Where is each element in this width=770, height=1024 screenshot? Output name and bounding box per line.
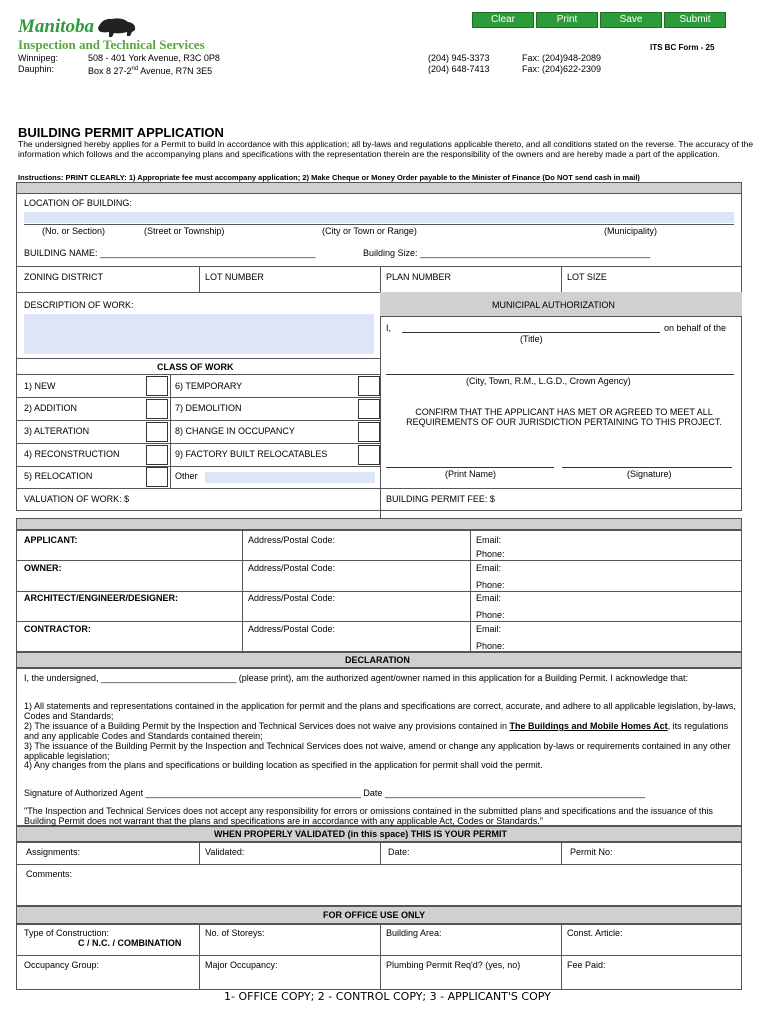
class-change-occupancy-checkbox[interactable]: [358, 422, 380, 442]
municipal-heading: MUNICIPAL AUTHORIZATION: [492, 300, 615, 310]
dauphin-fax: Fax: (204)622-2309: [522, 64, 602, 74]
description-label: DESCRIPTION OF WORK:: [24, 300, 134, 310]
declaration-item-4: 4) Any changes from the plans and specifications or building location as specified in the application for permit shall void the permit.: [24, 760, 543, 770]
winnipeg-fax: Fax: (204)948-2089: [522, 53, 602, 63]
dauphin-address: Box 8 27-2nd Avenue, R7N 3E5: [88, 66, 213, 76]
phone-label: Phone:: [476, 549, 505, 559]
save-button[interactable]: Save: [600, 12, 662, 28]
storeys-label: No. of Storeys:: [205, 928, 265, 938]
bison-icon: [96, 14, 138, 38]
class-reconstruction-checkbox[interactable]: [146, 445, 168, 465]
dauphin-phone: (204) 648-7413: [428, 64, 490, 74]
print-name-caption: (Print Name): [445, 469, 497, 479]
location-input[interactable]: [24, 212, 734, 223]
winnipeg-address: 508 - 401 York Avenue, R3C 0P8: [88, 53, 220, 63]
class-item-label: 5) RELOCATION: [24, 471, 93, 481]
confirm-text: CONFIRM THAT THE APPLICANT HAS MET OR AGREED TO MEET ALL REQUIREMENTS OF OUR JURISDICTION PERTAINING TO THIS PROJECT.: [406, 407, 722, 427]
comments-label: Comments:: [26, 869, 73, 879]
title-caption: (Title): [520, 334, 543, 344]
phone-label: Phone:: [476, 641, 505, 651]
declaration-intro: I, the undersigned, ___________________________ (please print), am the authorized agent/owner named in this application for a Building Permit. I acknowledge that:: [24, 673, 688, 683]
address-label: Address/Postal Code:: [248, 624, 336, 634]
on-behalf-label: on behalf of the: [664, 323, 727, 333]
construction-type-label: Type of Construction:: [24, 928, 110, 938]
winnipeg-label: Winnipeg:: [18, 53, 59, 63]
valuation-label: VALUATION OF WORK: $: [24, 494, 130, 504]
parties-bar: [16, 518, 742, 530]
instructions: Instructions: PRINT CLEARLY: 1) Appropriate fee must accompany application; 2) Make Cheque or Money Order payable to the Minister of Finance (Do NOT send cash in mail): [18, 173, 640, 182]
class-item-label: 8) CHANGE IN OCCUPANCY: [175, 426, 295, 436]
assignments-label: Assignments:: [26, 847, 81, 857]
winnipeg-phone: (204) 945-3373: [428, 53, 490, 63]
permit-no-label: Permit No:: [570, 847, 613, 857]
occupancy-group-label: Occupancy Group:: [24, 960, 100, 970]
party-label: ARCHITECT/ENGINEER/DESIGNER:: [24, 593, 179, 603]
no-section-caption: (No. or Section): [42, 226, 106, 236]
class-item-label: 2) ADDITION: [24, 403, 78, 413]
class-temporary-checkbox[interactable]: [358, 376, 380, 396]
phone-label: Phone:: [476, 610, 505, 620]
building-size-label: Building Size: ______________________________________________: [363, 248, 651, 258]
office-heading: FOR OFFICE USE ONLY: [323, 910, 426, 920]
plan-number-label: PLAN NUMBER: [386, 272, 452, 282]
zoning-district-label: ZONING DISTRICT: [24, 272, 103, 282]
date-label: Date:: [388, 847, 410, 857]
description-input[interactable]: [24, 314, 374, 354]
class-item-label: 9) FACTORY BUILT RELOCATABLES: [175, 449, 328, 459]
clear-button[interactable]: Clear: [472, 12, 534, 28]
class-new-checkbox[interactable]: [146, 376, 168, 396]
form-id: ITS BC Form - 25: [650, 43, 715, 52]
validated-label: Validated:: [205, 847, 245, 857]
building-area-label: Building Area:: [386, 928, 442, 938]
manitoba-logo: Manitoba: [18, 16, 95, 37]
major-occupancy-label: Major Occupancy:: [205, 960, 278, 970]
permit-fee-label: BUILDING PERMIT FEE: $: [386, 494, 495, 504]
address-label: Address/Postal Code:: [248, 535, 336, 545]
print-button[interactable]: Print: [536, 12, 598, 28]
city-authority-caption: (City, Town, R.M., L.G.D., Crown Agency): [466, 376, 631, 386]
email-label: Email:: [476, 563, 502, 573]
dauphin-label: Dauphin:: [18, 64, 55, 74]
class-of-work-heading: CLASS OF WORK: [157, 362, 234, 372]
signature-caption: (Signature): [627, 469, 672, 479]
class-addition-checkbox[interactable]: [146, 399, 168, 419]
class-item-label: 4) RECONSTRUCTION: [24, 449, 120, 459]
declaration-heading: DECLARATION: [345, 655, 410, 665]
lot-number-label: LOT NUMBER: [205, 272, 264, 282]
plumbing-label: Plumbing Permit Req'd? (yes, no): [386, 960, 521, 970]
class-item-label: Other: [175, 471, 198, 481]
address-label: Address/Postal Code:: [248, 593, 336, 603]
building-name-label: BUILDING NAME: ___________________________________________: [24, 248, 316, 258]
lot-size-label: LOT SIZE: [567, 272, 607, 282]
department-name: Inspection and Technical Services: [18, 37, 205, 52]
intro-text: The undersigned hereby applies for a Permit to build in accordance with this application; all by-laws and regulations applicable thereto, and all conditions stated on the reverse. The accuracy of the information which follows and the accompanying plans and specifications with the representation therein are the responsibility of the owners and are hereby made a part of the application.: [18, 139, 754, 159]
party-label: CONTRACTOR:: [24, 624, 91, 634]
class-demolition-checkbox[interactable]: [358, 399, 380, 419]
validated-heading: WHEN PROPERLY VALIDATED (in this space) THIS IS YOUR PERMIT: [214, 829, 508, 839]
office-box: [16, 924, 742, 990]
class-alteration-checkbox[interactable]: [146, 422, 168, 442]
declaration-item-1: 1) All statements and representations contained in the application for permit and the plans and specifications are correct, accurate, and adhere to all applicable legislation, by-laws, Codes and Standards;: [24, 701, 736, 721]
class-relocation-checkbox[interactable]: [146, 467, 168, 487]
phone-label: Phone:: [476, 580, 505, 590]
address-label: Address/Postal Code:: [248, 563, 336, 573]
declaration-item-3: 3) The issuance of the Building Permit by the Inspection and Technical Services does not waive, amend or change any application by-laws or requirements contained in any other applicable legislation;: [24, 741, 731, 761]
municipal-i: I,: [386, 323, 392, 333]
declaration-item-2: 2) The issuance of a Building Permit by the Inspection and Technical Services does not waive any provisions contained in The Buildings and Mobile Homes Act, its regulations and any applicable Codes and Standards contained therein;: [24, 721, 729, 741]
party-label: APPLICANT:: [24, 535, 78, 545]
party-label: OWNER:: [24, 563, 62, 573]
disclaimer-text: "The Inspection and Technical Services does not accept any responsibility for errors or omissions contained in the submitted plans and specifications and the issuance of this Building Permit does not warrant that the plans and specifications are in accordance with any applicable Act, Codes or Standards.": [24, 806, 713, 826]
validated-box: [16, 842, 742, 906]
page-title: BUILDING PERMIT APPLICATION: [18, 125, 224, 140]
location-label: LOCATION OF BUILDING:: [24, 198, 132, 208]
class-factory-built-checkbox[interactable]: [358, 445, 380, 465]
class-item-label: 6) TEMPORARY: [175, 381, 243, 391]
other-input[interactable]: [205, 472, 375, 483]
street-caption: (Street or Township): [144, 226, 225, 236]
municipality-caption: (Municipality): [604, 226, 658, 236]
class-item-label: 7) DEMOLITION: [175, 403, 242, 413]
email-label: Email:: [476, 593, 502, 603]
footer-copies: 1- OFFICE COPY; 2 - CONTROL COPY; 3 - APPLICANT'S COPY: [224, 990, 551, 1003]
signature-line: Signature of Authorized Agent ___________________________________________ Date ____________________________________________________: [24, 788, 646, 798]
submit-button[interactable]: Submit: [664, 12, 726, 28]
email-label: Email:: [476, 624, 502, 634]
class-item-label: 3) ALTERATION: [24, 426, 90, 436]
fee-paid-label: Fee Paid:: [567, 960, 606, 970]
class-item-label: 1) NEW: [24, 381, 56, 391]
email-label: Email:: [476, 535, 502, 545]
city-caption: (City or Town or Range): [322, 226, 417, 236]
construction-type-options: C / N.C. / COMBINATION: [78, 938, 182, 948]
const-article-label: Const. Article:: [567, 928, 623, 938]
